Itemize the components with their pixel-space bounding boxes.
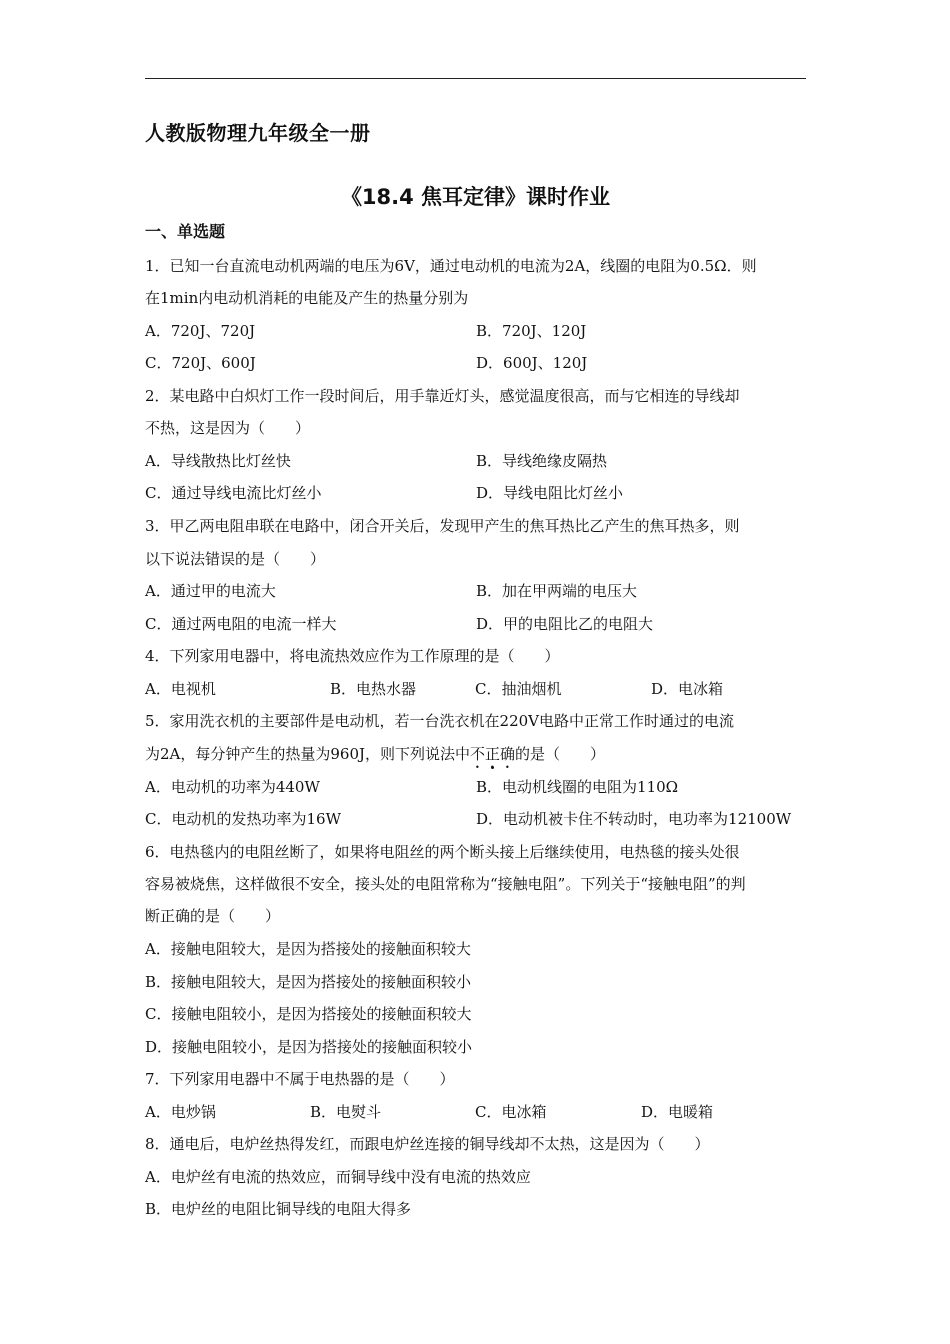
question-7-option-a: A．电炒锅	[145, 1103, 216, 1121]
question-4-option-d: D．电冰箱	[651, 680, 724, 698]
question-2-option-c: C．通过导线电流比灯丝小	[145, 484, 322, 502]
question-4-option-b: B．电热水器	[330, 680, 417, 698]
question-8-option-b: B．电炉丝的电阻比铜导线的电阻大得多	[145, 1200, 412, 1218]
question-4-option-c: C．抽油烟机	[475, 680, 562, 698]
question-2-stem-line-1: 2．某电路中白炽灯工作一段时间后，用手靠近灯头，感觉温度很高，而与它相连的导线却	[145, 387, 740, 405]
header-rule	[145, 78, 806, 79]
emphasized-negation: 不正确	[470, 745, 516, 763]
question-6-option-d: D．接触电阻较小，是因为搭接处的接触面积较小	[145, 1038, 473, 1056]
document-title: 《18.4 焦耳定律》课时作业	[340, 185, 611, 209]
question-5-option-c: C．电动机的发热功率为16W	[145, 810, 341, 828]
question-1-stem-line-2: 在1min内电动机消耗的电能及产生的热量分别为	[145, 289, 469, 307]
question-2-stem-line-2: 不热，这是因为（ ）	[145, 419, 311, 437]
question-5-stem-line-2	[145, 744, 605, 772]
question-2-option-d: D．导线电阻比灯丝小	[476, 484, 624, 502]
question-5-option-d: D．电动机被卡住不转动时，电功率为12100W	[476, 810, 792, 828]
question-1-option-d: D．600J、120J	[476, 354, 588, 372]
question-7-option-b: B．电熨斗	[310, 1103, 382, 1121]
question-5-stem-line-2-text: 为2A，每分钟产生的热量为960J，则下列说法中	[145, 745, 471, 763]
question-3-option-d: D．甲的电阻比乙的电阻大	[476, 615, 654, 633]
question-1-stem-line-1: 1．已知一台直流电动机两端的电压为6V，通过电动机的电流为2A，线圈的电阻为0.5Ω．则	[145, 257, 757, 275]
question-3-option-c: C．通过两电阻的电流一样大	[145, 615, 337, 633]
question-7-option-d: D．电暖箱	[641, 1103, 714, 1121]
question-6-option-a: A．接触电阻较大，是因为搭接处的接触面积较大	[145, 940, 471, 958]
question-6-stem-line-2: 容易被烧焦，这样做很不安全，接头处的电阻常称为“接触电阻”。下列关于“接触电阻”的判	[145, 875, 746, 893]
question-4-stem-line-1: 4．下列家用电器中，将电流热效应作为工作原理的是（ ）	[145, 647, 560, 665]
question-6-option-b: B．接触电阻较大，是因为搭接处的接触面积较小	[145, 973, 472, 991]
question-3-option-a: A．通过甲的电流大	[145, 582, 276, 600]
question-5-option-a: A．电动机的功率为440W	[145, 778, 320, 796]
question-8-stem-line-1: 8．通电后，电炉丝热得发红，而跟电炉丝连接的铜导线却不太热，这是因为（ ）	[145, 1135, 710, 1153]
question-6-stem-line-3: 断正确的是（ ）	[145, 907, 281, 925]
question-5-option-b: B．电动机线圈的电阻为110Ω	[476, 778, 679, 796]
question-4-option-a: A．电视机	[145, 680, 216, 698]
question-5-stem-line-1: 5．家用洗衣机的主要部件是电动机，若一台洗衣机在220V电路中正常工作时通过的电流	[145, 712, 735, 730]
question-1-option-c: C．720J、600J	[145, 354, 256, 372]
question-3-option-b: B．加在甲两端的电压大	[476, 582, 638, 600]
question-3-stem-line-2: 以下说法错误的是（ ）	[145, 550, 326, 568]
section-heading: 一、单选题	[145, 222, 226, 241]
question-5-stem-line-2-tail: 的是（ ）	[515, 745, 606, 763]
question-2-option-b: B．导线绝缘皮隔热	[476, 452, 608, 470]
question-6-option-c: C．接触电阻较小，是因为搭接处的接触面积较大	[145, 1005, 472, 1023]
question-8-option-a: A．电炉丝有电流的热效应，而铜导线中没有电流的热效应	[145, 1168, 531, 1186]
question-7-option-c: C．电冰箱	[475, 1103, 547, 1121]
series-title: 人教版物理九年级全一册	[145, 121, 371, 145]
question-2-option-a: A．导线散热比灯丝快	[145, 452, 291, 470]
question-3-stem-line-1: 3．甲乙两电阻串联在电路中，闭合开关后，发现甲产生的焦耳热比乙产生的焦耳热多，则	[145, 517, 740, 535]
question-7-stem-line-1: 7．下列家用电器中不属于电热器的是（ ）	[145, 1070, 455, 1088]
question-1-option-a: A．720J、720J	[145, 322, 256, 340]
question-1-option-b: B．720J、120J	[476, 322, 587, 340]
question-6-stem-line-1: 6．电热毯内的电阻丝断了，如果将电阻丝的两个断头接上后继续使用，电热毯的接头处很	[145, 843, 740, 861]
